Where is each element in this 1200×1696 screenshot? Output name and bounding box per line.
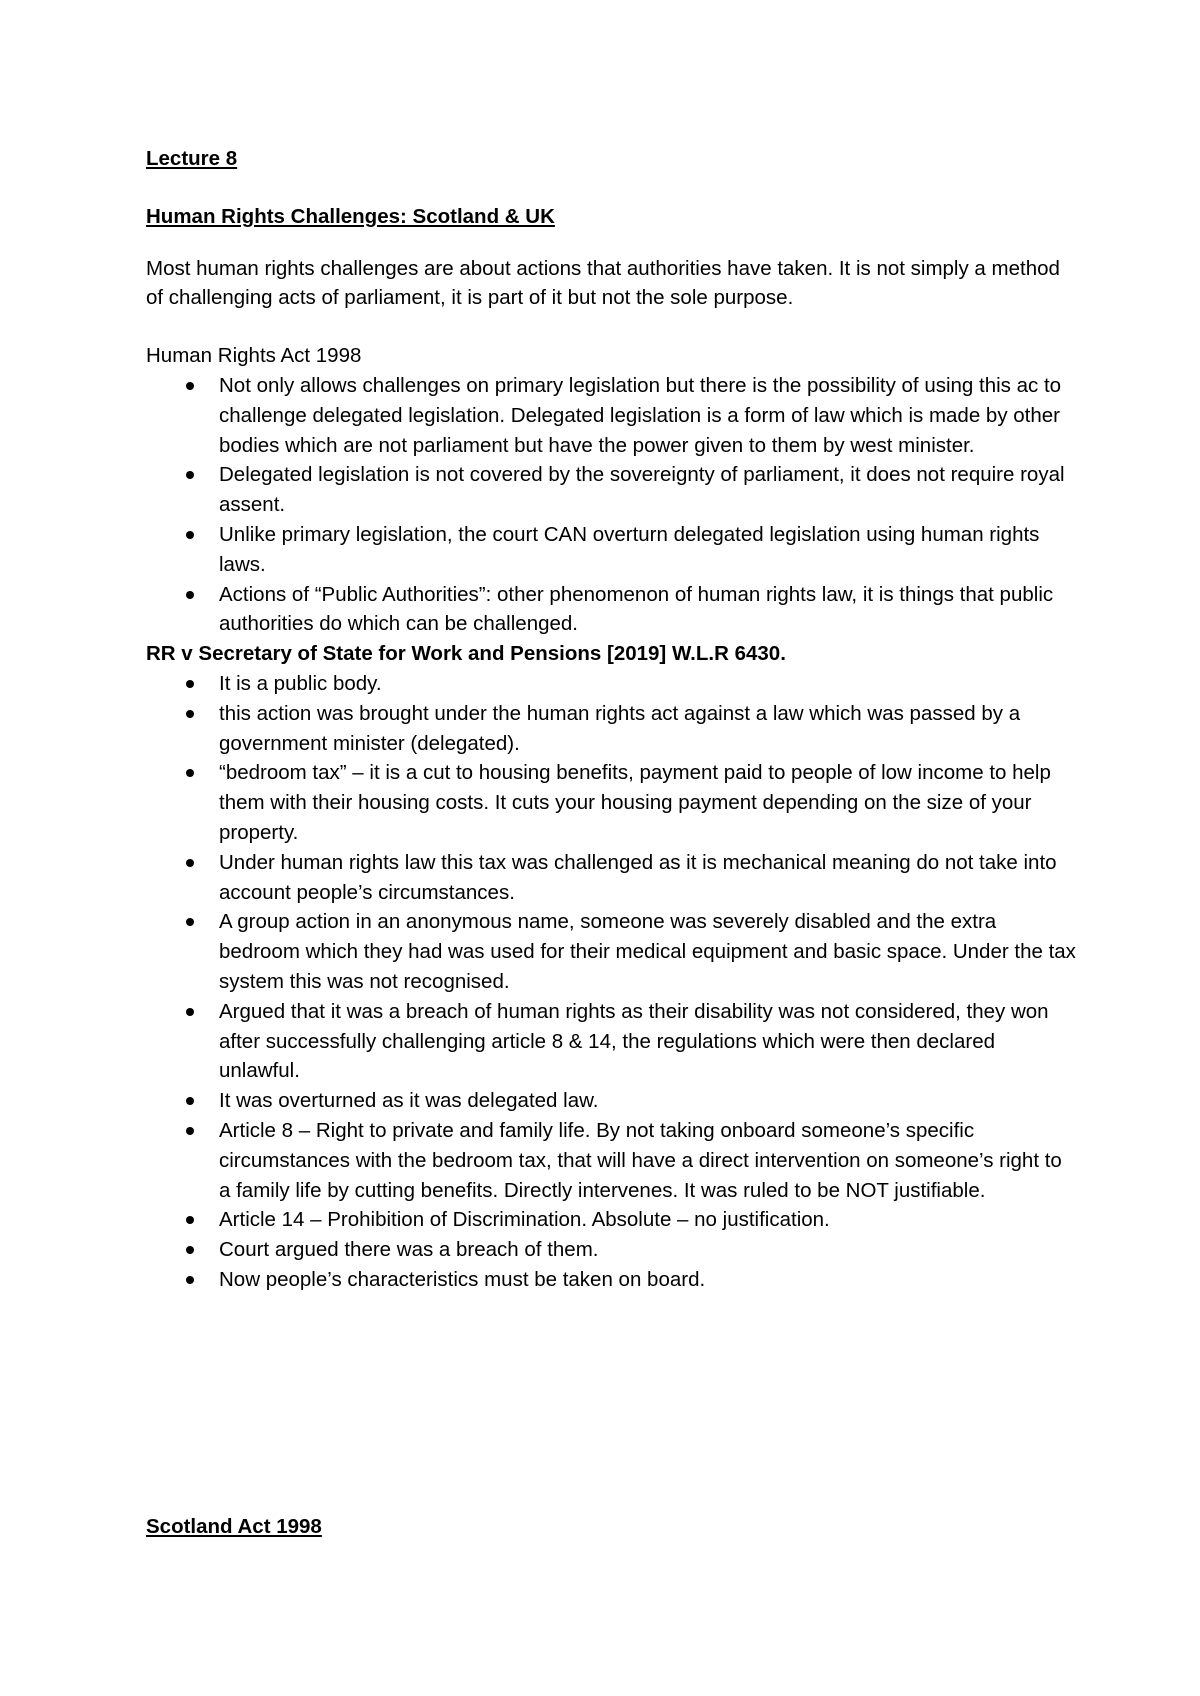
bullet-icon	[186, 1216, 194, 1224]
list-item-text: A group action in an anonymous name, someone was severely disabled and the extra bedroom which they had was used for their medical equipment and basic space. Under the tax system this was not recognised.	[219, 910, 1076, 993]
list-item-text: this action was brought under the human rights act against a law which was passed by a government minister (delegated).	[219, 701, 1021, 755]
list-item	[146, 848, 1076, 908]
case-heading: RR v Secretary of State for Work and Pensions [2019] W.L.R 6430.	[146, 642, 786, 666]
case-bullet-list	[146, 669, 1076, 1295]
hra-bullet-list	[146, 371, 1076, 639]
bullet-icon	[186, 859, 194, 867]
list-item-text: Actions of “Public Authorities”: other phenomenon of human rights law, it is things that public authorities do which can be challenged.	[219, 582, 1054, 636]
list-item-text: Court argued there was a breach of them.	[219, 1238, 599, 1262]
list-item-text: Now people’s characteristics must be taken on board.	[219, 1267, 706, 1291]
list-item	[146, 1235, 1076, 1265]
list-item	[146, 1116, 1076, 1205]
bullet-icon	[186, 769, 194, 777]
list-item	[146, 520, 1076, 580]
list-item	[146, 1205, 1076, 1235]
list-item-text: Delegated legislation is not covered by the sovereignty of parliament, it does not require royal assent.	[219, 463, 1065, 517]
list-item	[146, 997, 1076, 1086]
list-item-text: Unlike primary legislation, the court CAN overturn delegated legislation using human rights laws.	[219, 522, 1040, 576]
bullet-icon	[186, 680, 194, 688]
bullet-icon	[186, 1127, 194, 1135]
list-item-text: “bedroom tax” – it is a cut to housing benefits, payment paid to people of low income to help them with their housing costs. It cuts your housing payment depending on the size of your property.	[219, 761, 1051, 844]
hra-heading: Human Rights Act 1998	[146, 344, 362, 368]
list-item-text: Article 14 – Prohibition of Discrimination. Absolute – no justification.	[219, 1208, 830, 1232]
lecture-title: Lecture 8	[146, 147, 238, 170]
scotland-act-heading: Scotland Act 1998	[146, 1515, 322, 1538]
bullet-icon	[186, 1276, 194, 1284]
list-item-text: Not only allows challenges on primary legislation but there is the possibility of using this ac to challenge delegated legislation. Delegated legislation is a form of law which is made by other bodies which are not parliament but have the power given to them by west minister.	[219, 373, 1062, 457]
bullet-icon	[186, 710, 194, 718]
list-item	[146, 758, 1076, 847]
list-item	[146, 371, 1076, 460]
list-item	[146, 1265, 1076, 1295]
bullet-icon	[186, 1097, 194, 1105]
bullet-icon	[186, 1008, 194, 1016]
list-item	[146, 1086, 1076, 1116]
bullet-icon	[186, 531, 194, 539]
bullet-icon	[186, 1246, 194, 1254]
topic-title: Human Rights Challenges: Scotland & UK	[146, 204, 555, 228]
list-item	[146, 460, 1076, 520]
document-body	[146, 144, 1076, 1295]
list-item	[146, 907, 1076, 996]
list-item-text: It is a public body.	[219, 671, 382, 695]
bullet-icon	[186, 471, 194, 479]
bullet-icon	[186, 591, 194, 599]
list-item-text: Argued that it was a breach of human rights as their disability was not considered, they won after successfully challenging article 8 & 14, the regulations which were then declared unlawful.	[219, 999, 1049, 1083]
bullet-icon	[186, 382, 194, 390]
list-item-text: Article 8 – Right to private and family life. By not taking onboard someone’s specific circumstances with the bedroom tax, that will have a direct intervention on someone’s right to a family life by cutting benefits. Directly intervenes. It was ruled to be NOT justifiable.	[219, 1118, 1062, 1202]
intro-paragraph: Most human rights challenges are about actions that authorities have taken. It is not simply a method of challenging acts of parliament, it is part of it but not the sole purpose.	[146, 256, 1060, 310]
list-item	[146, 669, 1076, 699]
list-item-text: Under human rights law this tax was challenged as it is mechanical meaning do not take into account people’s circumstances.	[219, 850, 1057, 904]
bullet-icon	[186, 918, 194, 926]
list-item-text: It was overturned as it was delegated law.	[219, 1089, 599, 1113]
list-item	[146, 580, 1076, 640]
list-item	[146, 699, 1076, 759]
